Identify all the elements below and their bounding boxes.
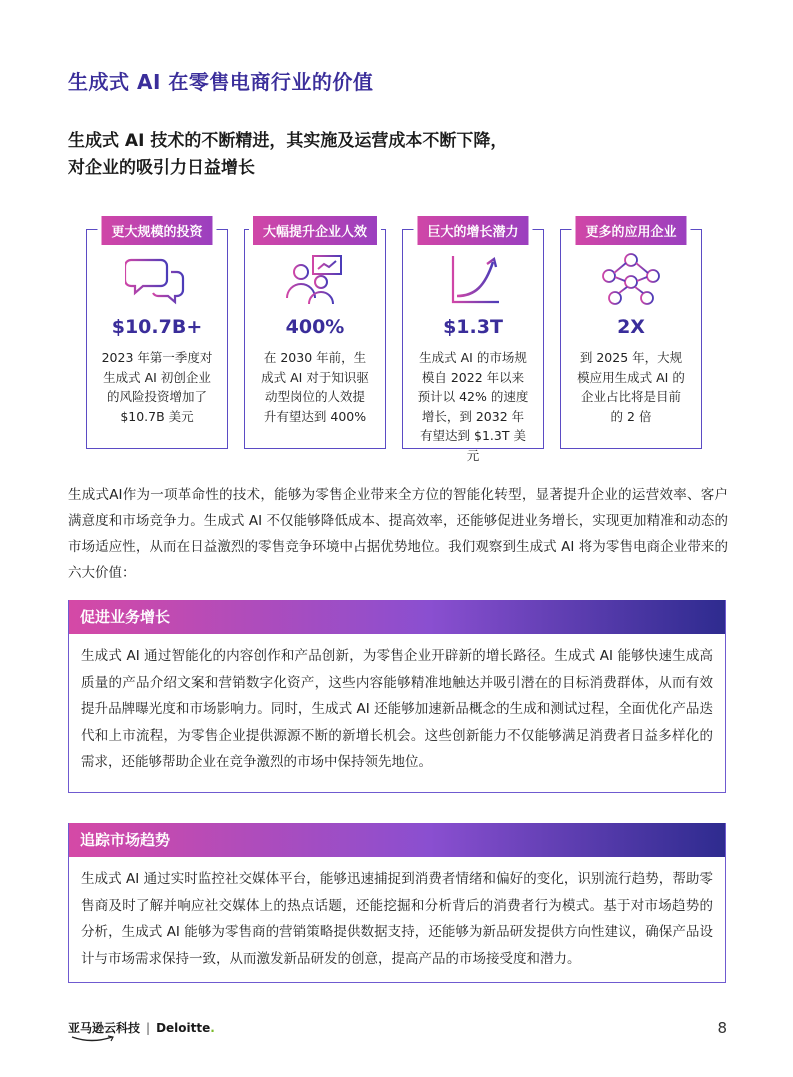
stat-card-adoption bbox=[560, 225, 702, 449]
people-presentation-icon bbox=[283, 252, 347, 308]
stat-value: $1.3T bbox=[443, 316, 503, 338]
stat-value: 2X bbox=[617, 316, 645, 338]
brand-separator: | bbox=[146, 1021, 151, 1035]
stat-value: 400% bbox=[285, 316, 345, 338]
intro-paragraph: 生成式AI作为一项革命性的技术，能够为零售企业带来全方位的智能化转型，显著提升企业的运营效率、客户满意度和市场竞争力。生成式 AI 不仅能够降低成本、提高效率，还能够促进业务增长，实现更加精准和动态的市场适应性，从而在日益激烈的零售竞争环境中占据优势地位。我们观察到生成式 AI 将为零售电商企业带来的六大价值： bbox=[68, 487, 728, 581]
subtitle-line: 对企业的吸引力日益增长 bbox=[68, 158, 255, 178]
growth-curve-icon bbox=[441, 252, 505, 308]
page-number: 8 bbox=[717, 1019, 727, 1037]
chat-bubbles-icon bbox=[125, 252, 189, 308]
stat-tag: 更多的应用企业 bbox=[575, 216, 686, 245]
stat-tag: 巨大的增长潜力 bbox=[417, 216, 528, 245]
stat-description: 2023 年第一季度对生成式 AI 初创企业的风险投资增加了 $10.7B 美元 bbox=[101, 350, 213, 424]
section-header: 促进业务增长 bbox=[69, 600, 725, 634]
smile-arrow-icon bbox=[70, 1035, 116, 1043]
brand-dot: . bbox=[210, 1021, 215, 1035]
stat-card-investment bbox=[86, 225, 228, 449]
brand-cn: 亚马逊云科技 bbox=[68, 1021, 141, 1035]
stat-card-efficiency bbox=[244, 225, 386, 449]
section-market-trends bbox=[68, 823, 726, 983]
network-people-icon bbox=[599, 252, 663, 308]
section-body: 生成式 AI 通过智能化的内容创作和产品创新，为零售企业开辟新的增长路径。生成式 AI 能够快速生成高质量的产品介绍文案和营销数字化资产，这些内容能够精准地触达并吸引潜在的目标消费群体，从而有效提升品牌曝光度和市场影响力。同时，生成式 AI 还能够加速新品概念的生成和测试过程，全面优化产品迭代和上市流程，为零售企业提供源源不断的新增长机会。这些创新能力不仅能够满足消费者日益多样化的需求，还能够帮助企业在竞争激烈的市场中保持领先地位。 bbox=[81, 648, 713, 770]
stat-tag: 更大规模的投资 bbox=[101, 216, 212, 245]
page-title: 生成式 AI 在零售电商行业的价值 bbox=[68, 70, 374, 94]
stat-value: $10.7B+ bbox=[111, 316, 203, 338]
stat-card-growth bbox=[402, 225, 544, 463]
stat-description: 生成式 AI 的市场规模自 2022 年以来预计以 42% 的速度增长，到 2032 年有望达到 $1.3T 美元 bbox=[417, 350, 529, 463]
section-header: 追踪市场趋势 bbox=[69, 823, 725, 857]
stat-description: 在 2030 年前，生成式 AI 对于知识驱动型岗位的人效提升有望达到 400% bbox=[261, 350, 369, 424]
section-business-growth bbox=[68, 600, 726, 793]
stat-description: 到 2025 年，大规模应用生成式 AI 的企业占比将是目前的 2 倍 bbox=[577, 350, 685, 424]
page-subtitle bbox=[68, 128, 628, 182]
subtitle-line: 生成式 AI 技术的不断精进，其实施及运营成本不断下降， bbox=[68, 131, 508, 151]
brand-en: Deloitte bbox=[156, 1021, 211, 1035]
stat-tag: 大幅提升企业人效 bbox=[253, 216, 377, 245]
footer-logo bbox=[68, 1019, 215, 1036]
section-body: 生成式 AI 通过实时监控社交媒体平台，能够迅速捕捉到消费者情绪和偏好的变化，识别流行趋势，帮助零售商及时了解并响应社交媒体上的热点话题，还能挖掘和分析背后的消费者行为模式。基于对市场趋势的分析，生成式 AI 能够为零售商的营销策略提供数据支持，还能够为新品研发提供方向性建议，确保产品设计与市场需求保持一致，从而激发新品研发的创意，提高产品的市场接受度和潜力。 bbox=[81, 871, 713, 967]
